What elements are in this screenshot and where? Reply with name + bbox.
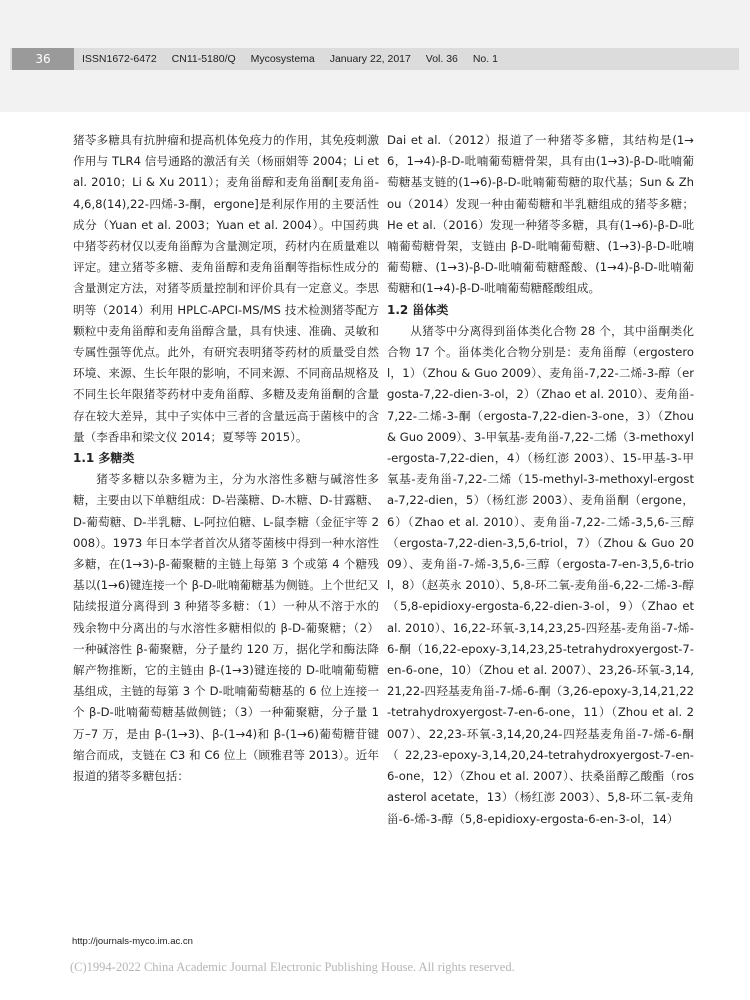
issue-date: January 22, 2017 bbox=[329, 53, 411, 65]
paragraph: Dai et al.（2012）报道了一种猪苓多糖，其结构是(1→6，1→4)-β-D-吡喃葡萄糖骨架，具有由(1→3)-β-D-吡喃葡萄糖基支链的(1→6)-β-D-吡喃葡萄糖的取代基；Sun & Zhou（2014）发现一种由葡萄糖和半乳糖组成的猪苓多糖；He et al.（2016）发现一种猪苓多糖，具有(1→6)-β-D-吡喃葡萄糖骨架，支链由 β-D-吡喃葡萄糖、(1→3)-β-D-吡喃葡萄糖、(1→3)-β-D-吡喃葡萄糖醛酸、(1→4)-β-D-吡喃葡萄糖和(1→4)-β-D-吡喃葡萄糖醛酸组成。 bbox=[387, 133, 694, 296]
left-column bbox=[73, 130, 379, 787]
running-header bbox=[82, 48, 510, 70]
paragraph: 猪苓多糖具有抗肿瘤和提高机体免疫力的作用，其免疫刺激作用与 TLR4 信号通路的激活有关（杨丽娟等 2004；Li et al. 2010；Li & Xu 2011）；麦角甾醇和麦角甾酮[麦角甾-4,6,8(14),22-四烯-3-酮，ergone]是利尿作用的主要活性成分（Yuan et al. 2003；Yuan et al. 2004）。中国药典中猪苓药材仅以麦角甾醇为含量测定项，药材内在质量难以评定。建立猪苓多糖、麦角甾醇和麦角甾酮等指标性成分的含量测定方法，对猪苓质量控制和评价具有一定意义。李思明等（2014）利用 HPLC-APCI-MS/MS 技术检测猪苓配方颗粒中麦角甾醇和麦角甾醇含量，具有快速、准确、灵敏和专属性强等优点。此外，有研究表明猪苓药材的质量受自然环境、来源、生长年限的影响，不同来源、不同商品规格及不同生长年限猪苓药材中麦角甾醇、多糖及麦角甾酮的含量存在较大差异，其中子实体中三者的含量远高于菌核中的含量（李香串和梁文仪 2014；夏琴等 2015）。 bbox=[73, 133, 379, 444]
section-heading-1-2: 1.2 甾体类 bbox=[387, 302, 449, 317]
issn: ISSN1672-6472 bbox=[82, 53, 157, 65]
volume: Vol. 36 bbox=[425, 53, 458, 65]
paragraph: 猪苓多糖以杂多糖为主，分为水溶性多糖与碱溶性多糖，主要由以下单糖组成：D-岩藻糖、D-木糖、D-甘露糖、D-葡萄糖、D-半乳糖、L-阿拉伯糖、L-鼠李糖（金征宇等 2008）。1973 年日本学者首次从猪苓菌核中得到一种水溶性多糖，在(1→3)-β-葡聚糖的主链上每第 3 个或第 4 个糖残基以(1→6)键连接一个 β-D-吡喃葡糖基为侧链。上个世纪又陆续报道分离得到 3 种猪苓多糖：（1）一种从不溶于水的残余物中分离出的与水溶性多糖相似的 β-D-葡聚糖；（2）一种碱溶性 β-葡聚糖，分子量约 120 万，据化学和酶法降解产物推断，它的主链由 β-(1→3)键连接的 D-吡喃葡萄糖基组成，主链的每第 3 个 D-吡喃葡萄糖基的 6 位上连接一个 β-D-吡喃葡萄糖基做侧链；（3）一种葡聚糖，分子量 1 万–7 万，是由 β-(1→3)、β-(1→4)和 β-(1→6)葡萄糖苷键缩合而成，支链在 C3 和 C6 位上（顾雅君等 2013）。近年报道的猪苓多糖包括： bbox=[73, 472, 379, 784]
page-number: 36 bbox=[12, 48, 74, 70]
journal-name: Mycosystema bbox=[250, 53, 315, 65]
issue-number: No. 1 bbox=[472, 53, 498, 65]
copyright-watermark: (C)1994-2022 China Academic Journal Electronic Publishing House. All rights reserved. bbox=[70, 960, 515, 974]
cn-number: CN11-5180/Q bbox=[171, 53, 236, 65]
right-column bbox=[387, 130, 694, 830]
journal-url: http://journals-myco.im.ac.cn bbox=[72, 936, 193, 947]
paragraph: 从猪苓中分离得到甾体类化合物 28 个，其中甾酮类化合物 17 个。甾体类化合物分别是：麦角甾醇（ergosterol，1）（Zhou & Guo 2009）、麦角甾-7,22-二烯-3-醇（ergosta-7,22-dien-3-ol，2）（Zhao et al. 2010）、麦角甾-7,22-二烯-3-酮（ergosta-7,22-dien-3-one，3）（Zhou & Guo 2009）、3-甲氧基-麦角甾-7,22-二烯（3-methoxyl-ergosta-7,22-dien，4）（杨红澎 2003）、15-甲基-3-甲氧基-麦角甾-7,22-二烯（15-methyl-3-methoxyl-ergosta-7,22-dien，5）（杨红澎 2003）、麦角甾酮（ergone，6）（Zhao et al. 2010）、麦角甾-7,22-二烯-3,5,6-三醇（ergosta-7,22-dien-3,5,6-triol，7）（Zhou & Guo 2009）、麦角甾-7-烯-3,5,6-三醇（ergosta-7-en-3,5,6-triol，8）（赵英永 2010）、5,8-环二氧-麦角甾-6,22-二烯-3-醇（5,8-epidioxy-ergosta-6,22-dien-3-ol，9）（Zhao et al. 2010）、16,22-环氧-3,14,23,25-四羟基-麦角甾-7-烯-6-酮（16,22-epoxy-3,14,23,25-tetrahydroxyergost-7-en-6-one，10）（Zhou et al. 2007）、23,26-环氧-3,14,21,22-四羟基麦角甾-7-烯-6-酮（3,26-epoxy-3,14,21,22-tetrahydroxyergost-7-en-6-one，11）（Zhou et al. 2007）、22,23-环氧-3,14,20,24-四羟基麦角甾-7-烯-6-酮（22,23-epoxy-3,14,20,24-tetrahydroxyergost-7-en-6-one，12）（Zhou et al. 2007）、扶桑甾醇乙酸酯（rosasterol acetate，13）（杨红澎 2003）、5,8-环二氧-麦角甾-6-烯-3-醇（5,8-epidioxy-ergosta-6-en-3-ol，14） bbox=[387, 323, 694, 826]
section-heading-1-1: 1.1 多糖类 bbox=[73, 451, 135, 466]
